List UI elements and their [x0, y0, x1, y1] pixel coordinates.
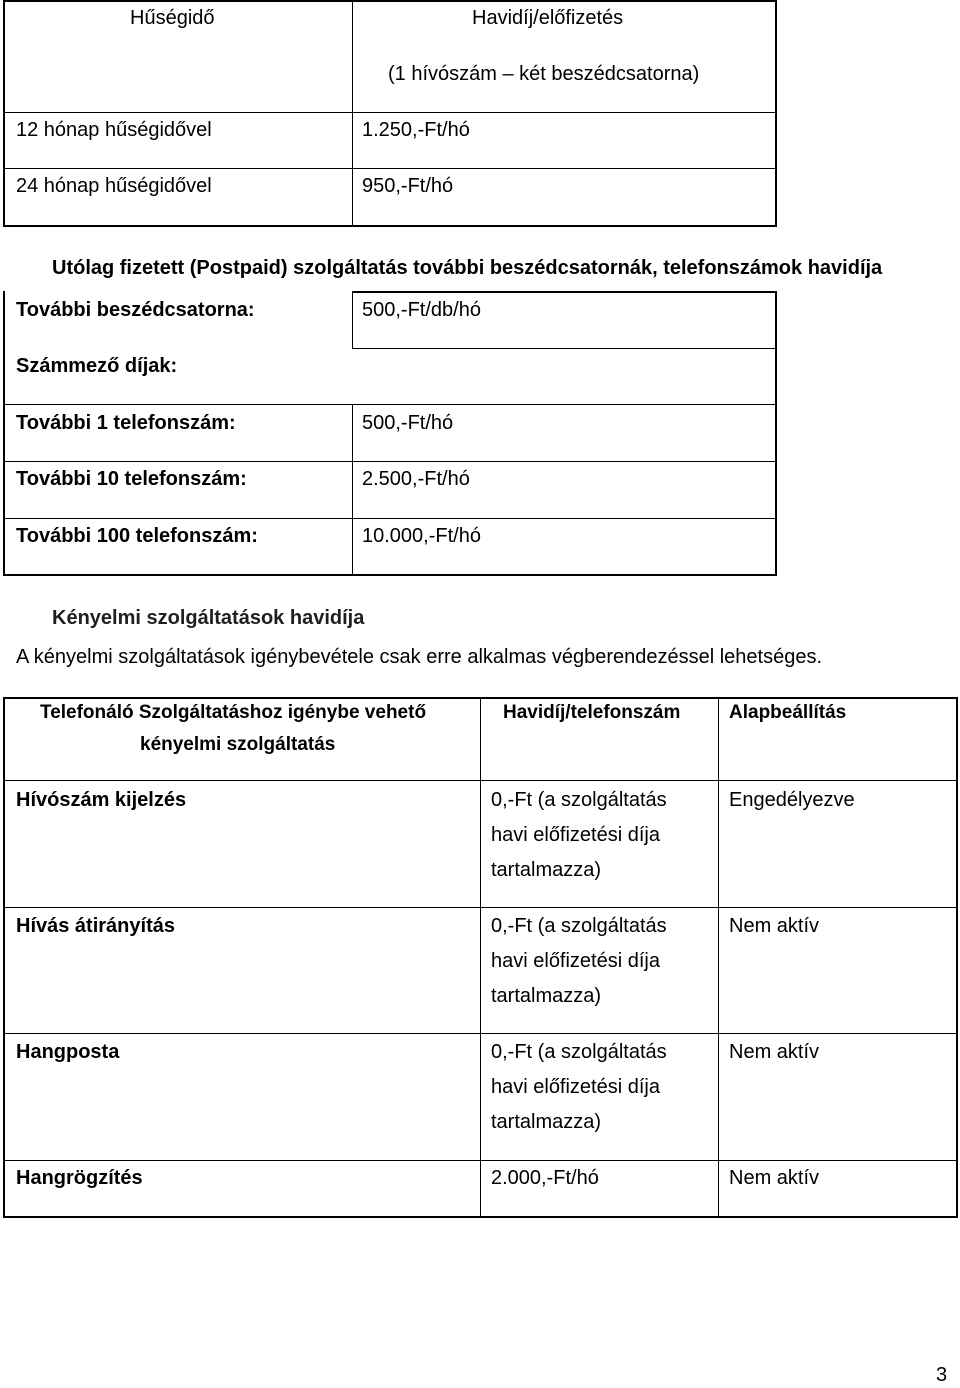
comfort-row-fee: 0,-Ft (a szolgáltatás [491, 789, 667, 811]
number-row-value: 2.500,-Ft/hó [362, 468, 470, 490]
loyalty-row-label: 12 hónap hűségidővel [16, 119, 212, 141]
loyalty-row-label: 24 hónap hűségidővel [16, 175, 212, 197]
page-number: 3 [936, 1364, 948, 1386]
comfort-row-fee: tartalmazza) [491, 985, 602, 1007]
number-row-label: További 1 telefonszám: [16, 412, 236, 434]
comfort-row-name: Hívás átirányítás [16, 915, 175, 937]
comfort-col1-header: Telefonáló Szolgáltatáshoz igénybe vehető [40, 702, 427, 723]
comfort-row-default: Nem aktív [729, 915, 820, 937]
number-row-label: További 10 telefonszám: [16, 468, 247, 490]
number-row-value: 500,-Ft/hó [362, 412, 454, 434]
comfort-row-fee: tartalmazza) [491, 859, 602, 881]
comfort-row-fee: havi előfizetési díja [491, 1076, 660, 1098]
loyalty-row-value: 950,-Ft/hó [362, 175, 454, 197]
monthly-fee-header: Havidíj/előfizetés [472, 7, 624, 29]
channel-value: 500,-Ft/db/hó [362, 299, 481, 321]
comfort-row-default: Nem aktív [729, 1167, 820, 1189]
number-fees-label: Számmező díjak: [16, 355, 178, 377]
comfort-row-fee: tartalmazza) [491, 1111, 602, 1133]
loyalty-header: Hűségidő [130, 7, 215, 29]
number-row-label: További 100 telefonszám: [16, 525, 258, 547]
comfort-row-fee: 0,-Ft (a szolgáltatás [491, 915, 667, 937]
comfort-note: A kényelmi szolgáltatások igénybevétele csak erre alkalmas végberendezéssel lehetséges. [16, 646, 823, 668]
comfort-row-fee: 0,-Ft (a szolgáltatás [491, 1041, 667, 1063]
comfort-row-name: Hangposta [16, 1041, 120, 1063]
postpaid-heading: Utólag fizetett (Postpaid) szolgáltatás további beszédcsatornák, telefonszámok havidíja [52, 257, 883, 279]
monthly-fee-subheader: (1 hívószám – két beszédcsatorna) [388, 63, 700, 85]
comfort-row-fee: havi előfizetési díja [491, 824, 660, 846]
comfort-row-name: Hangrögzítés [16, 1167, 143, 1189]
loyalty-row-value: 1.250,-Ft/hó [362, 119, 470, 141]
comfort-row-name: Hívószám kijelzés [16, 789, 187, 811]
comfort-row-fee: havi előfizetési díja [491, 950, 660, 972]
comfort-row-fee: 2.000,-Ft/hó [491, 1167, 599, 1189]
channel-label: További beszédcsatorna: [16, 299, 255, 321]
comfort-heading: Kényelmi szolgáltatások havidíja [52, 607, 365, 629]
comfort-row-default: Nem aktív [729, 1041, 820, 1063]
comfort-col1-header-line2: kényelmi szolgáltatás [140, 734, 336, 755]
number-row-value: 10.000,-Ft/hó [362, 525, 481, 547]
comfort-col2-header: Havidíj/telefonszám [503, 702, 681, 723]
comfort-row-default: Engedélyezve [729, 789, 855, 811]
comfort-col3-header: Alapbeállítás [729, 702, 847, 723]
